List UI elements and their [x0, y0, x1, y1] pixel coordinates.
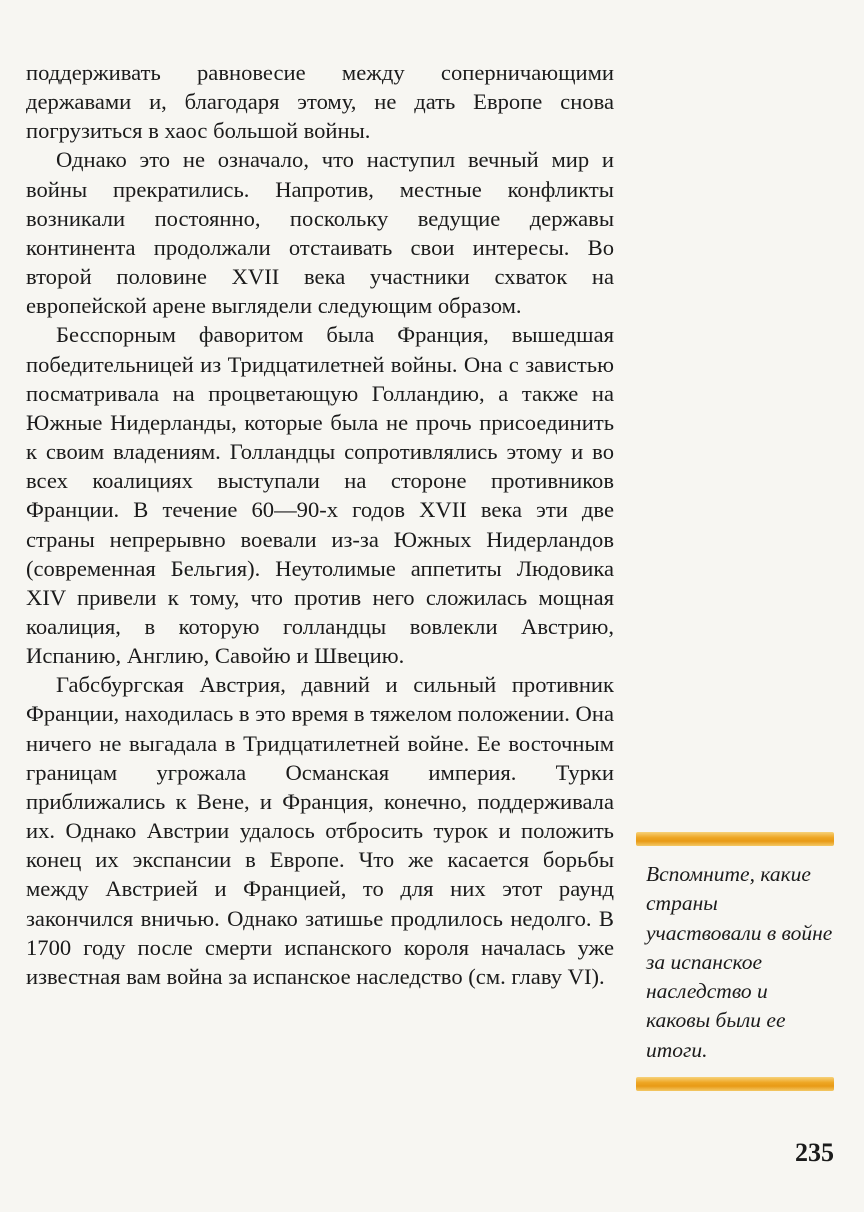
paragraph-local-conflicts: Однако это не означало, что наступил вечный мир и войны прекратились. Напротив, местные конфликты возникали постоянно, поскольку ведущие державы континента продолжали отстаивать свои интересы. Во второй половине XVII века участники схваток на европейской арене выглядели следующим образом. — [26, 147, 614, 319]
sidebar-note — [636, 832, 834, 1091]
paragraph-france: Бесспорным фаворитом была Франция, вышедшая победительницей из Тридцатилетней войны. Она с завистью посматривала на процветающую Голландию, а также на Южные Нидерланды, которые была не прочь присоединить к своим владениям. Голландцы сопротивлялись этому и во всех коалициях выступали на стороне противников Франции. В течение 60—90-х годов XVII века эти две страны непрерывно воевали из-за Южных Нидерландов (современная Бельгия). Неутолимые аппетиты Людовика XIV привели к тому, что против него сложилась мощная коалиция, в которую голландцы вовлекли Австрию, Испанию, Англию, Савойю и Швецию. — [26, 322, 614, 669]
sidebar-note-text: Вспомните, какие страны участвовали в войне за испанское наследство и каковы были ее итоги. — [646, 862, 833, 1062]
sidebar-bar-top — [636, 832, 834, 846]
page-number: 235 — [795, 1138, 834, 1167]
paragraph-austria: Габсбургская Австрия, давний и сильный противник Франции, находилась в это время в тяжелом положении. Она ничего не выгадала в Тридцатилетней войне. Ее восточным границам угрожала Османская империя. Турки приближались к Вене, и Франция, конечно, поддерживала их. Однако Австрии удалось отбросить турок и положить конец их экспансии в Европе. Что же касается борьбы между Австрией и Францией, то для них этот раунд закончился вничью. Однако затишье продлилось недолго. В 1700 году после смерти испанского короля началась уже известная вам война за испанское наследство (см. главу VI). — [26, 672, 614, 989]
main-text-column — [26, 58, 614, 991]
sidebar-bar-bottom — [636, 1077, 834, 1091]
paragraph-continuation: поддерживать равновесие между соперничающими державами и, благодаря этому, не дать Европе снова погрузиться в хаос большой войны. — [26, 60, 614, 144]
